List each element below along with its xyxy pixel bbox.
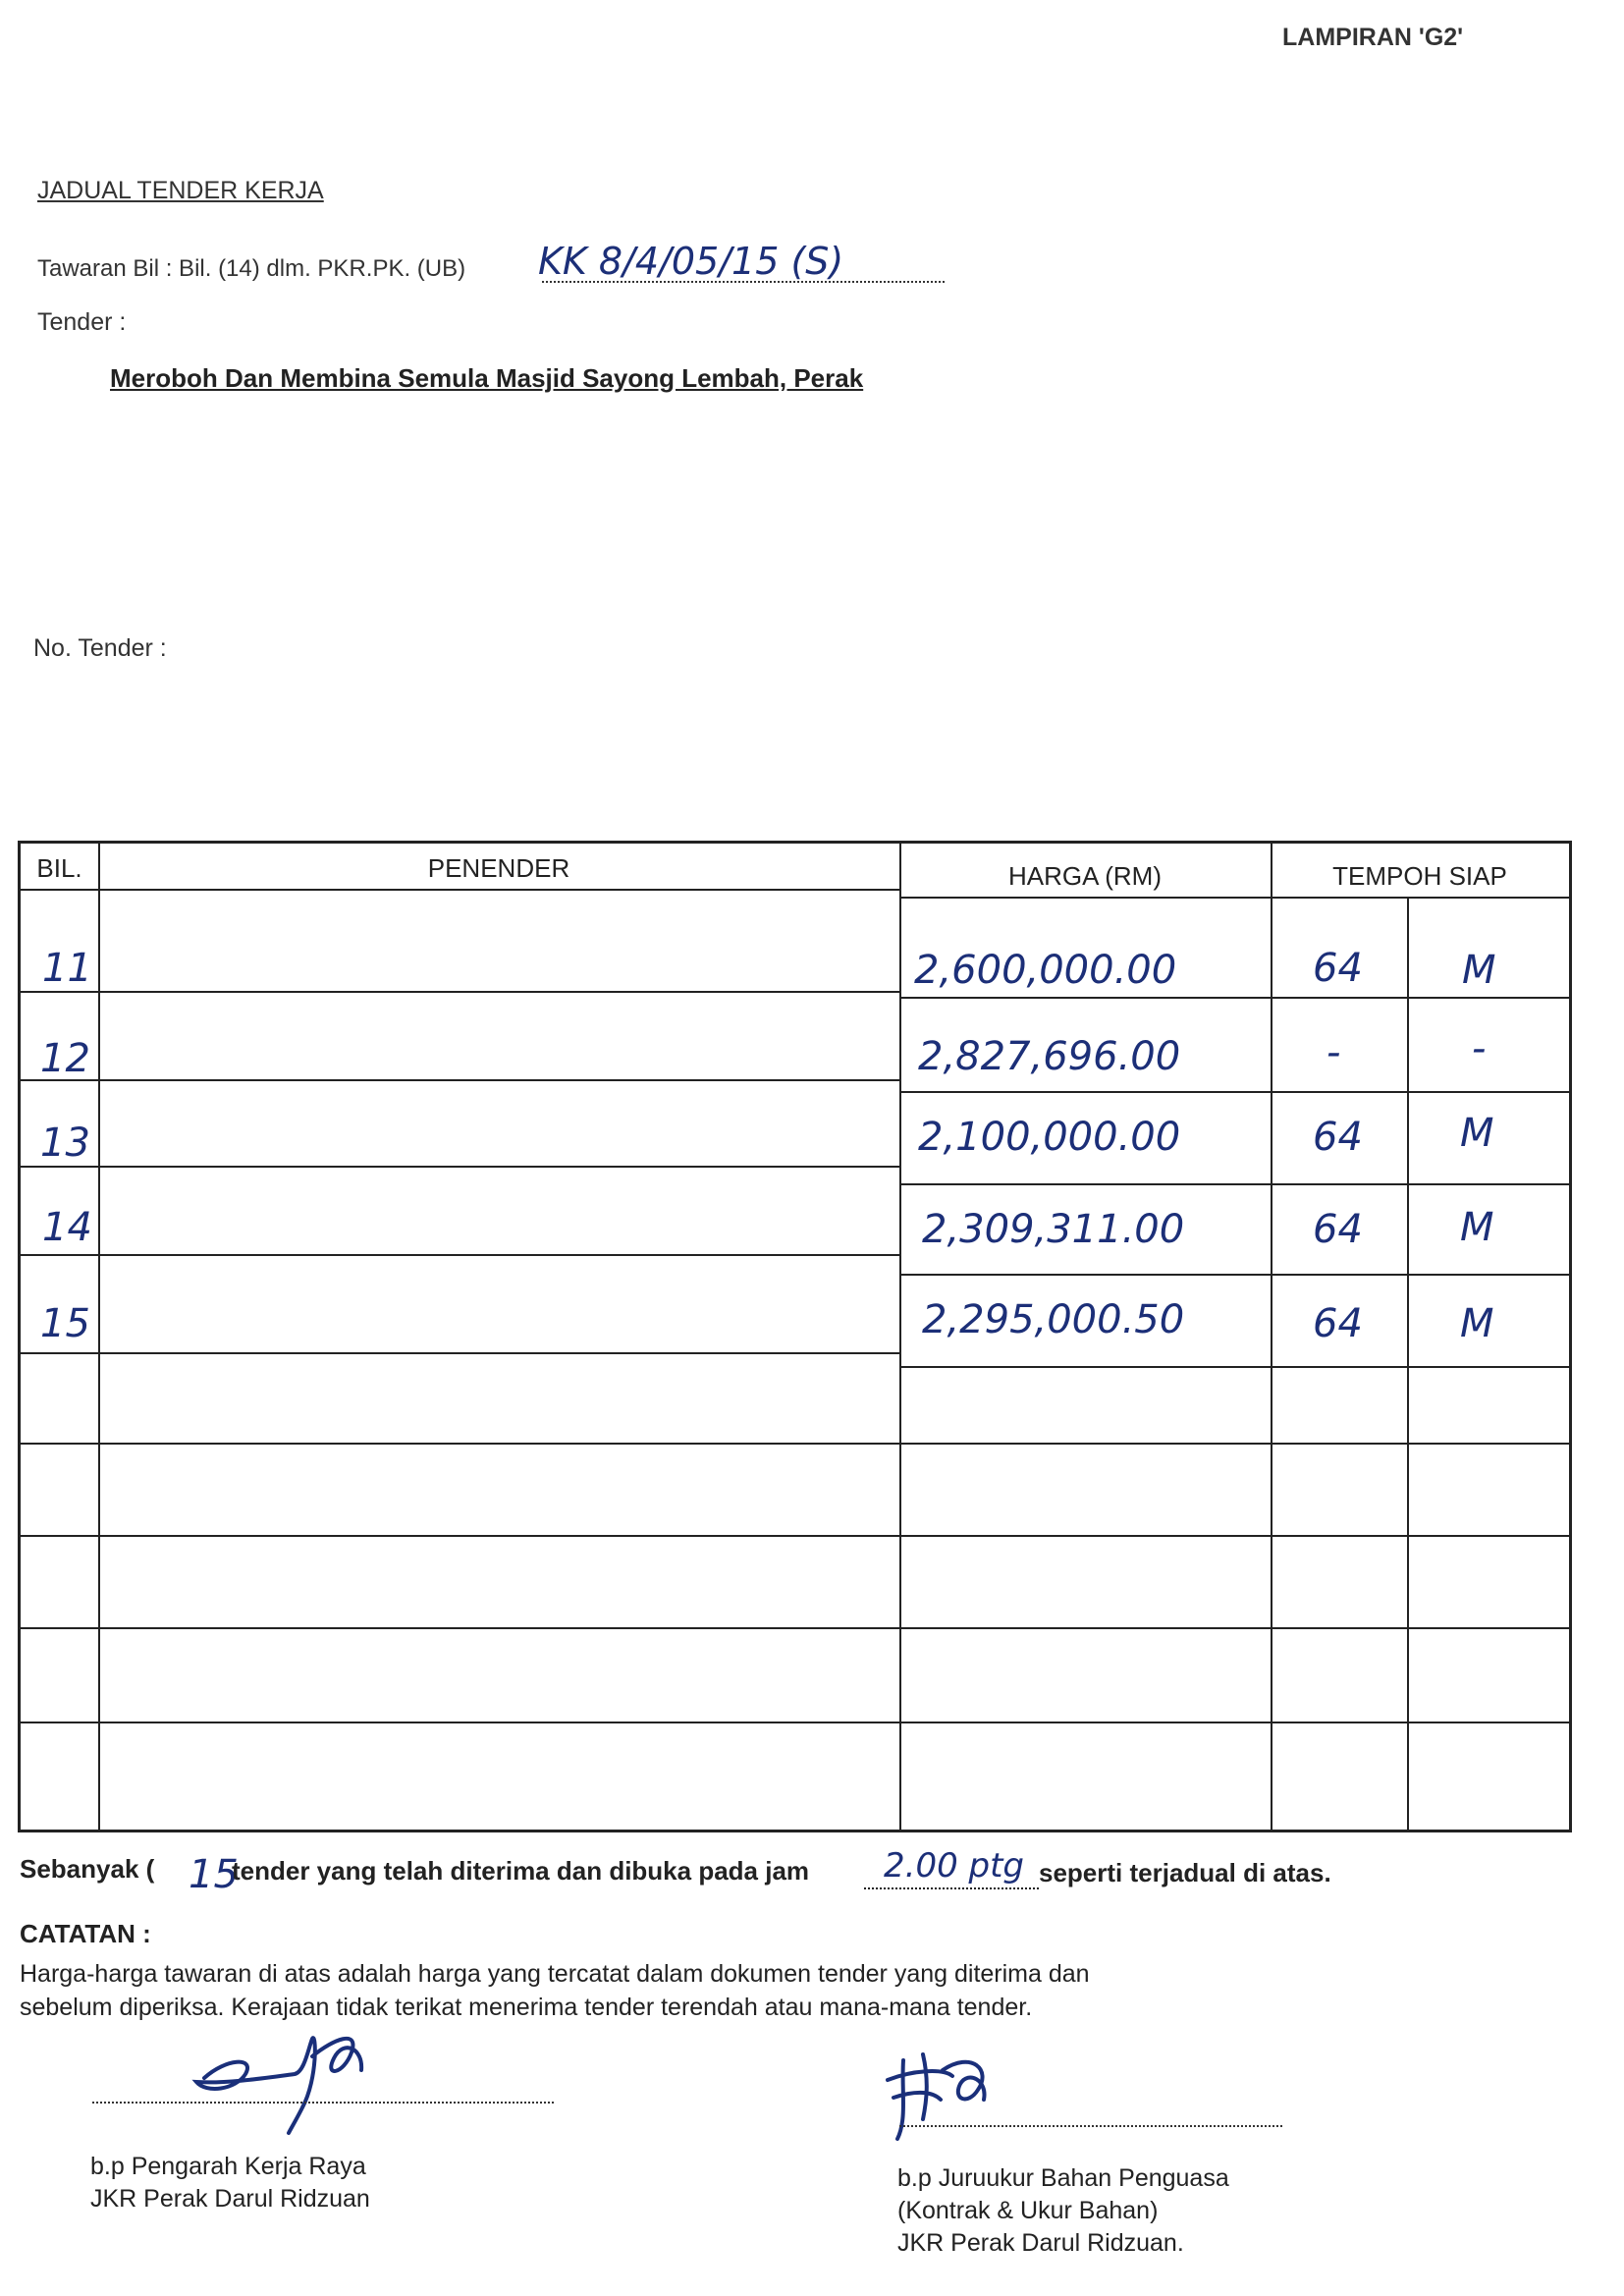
signature-right-line-2: (Kontrak & Ukur Bahan) — [897, 2197, 1159, 2224]
row-divider — [21, 1535, 1569, 1537]
row-harga: 2,100,000.00 — [918, 1115, 1181, 1160]
summary-time: 2.00 ptg — [884, 1846, 1025, 1886]
row-unit: - — [1472, 1026, 1487, 1071]
row-harga: 2,295,000.50 — [922, 1297, 1185, 1342]
header-penender: PENENDER — [427, 853, 570, 883]
header-bil: BIL. — [36, 853, 82, 883]
catatan-line-2: sebelum diperiksa. Kerajaan tidak terikat menerima tender terendah atau mana-mana tender. — [20, 1994, 1033, 2021]
project-title: Meroboh Dan Membina Semula Masjid Sayong Lembah, Perak — [110, 363, 864, 393]
row-divider — [21, 1722, 1569, 1723]
tender-table — [18, 841, 1572, 1832]
row-tempoh: 64 — [1313, 946, 1363, 991]
row-harga: 2,827,696.00 — [918, 1034, 1181, 1079]
signature-line-right — [899, 2125, 1282, 2127]
row-harga: 2,309,311.00 — [922, 1207, 1185, 1252]
signature-right-line-3: JKR Perak Darul Ridzuan. — [897, 2229, 1184, 2257]
col-divider-penender — [899, 844, 901, 1830]
row-tempoh: 64 — [1313, 1207, 1363, 1252]
row-unit: M — [1460, 1301, 1494, 1346]
row-divider — [21, 1443, 1569, 1445]
no-tender-label: No. Tender : — [33, 634, 167, 662]
col-divider-harga — [1271, 844, 1272, 1830]
row-unit: M — [1462, 948, 1496, 993]
row-bil: 14 — [42, 1205, 92, 1250]
summary-suffix: seperti terjadual di atas. — [1039, 1858, 1331, 1887]
summary-count: 15 — [189, 1852, 239, 1897]
signature-left-line-1: b.p Pengarah Kerja Raya — [90, 2153, 366, 2180]
row-bil: 12 — [40, 1036, 90, 1081]
row-unit: M — [1460, 1111, 1494, 1156]
signature-left — [187, 2009, 403, 2137]
signature-line-left — [92, 2102, 554, 2104]
signature-right — [884, 2041, 1011, 2149]
header-harga: HARGA (RM) — [1008, 861, 1162, 891]
signature-right-line-1: b.p Juruukur Bahan Penguasa — [897, 2164, 1229, 2192]
summary-middle: tender yang telah diterima dan dibuka pada jam — [232, 1856, 810, 1886]
catatan-line-1: Harga-harga tawaran di atas adalah harga yang tercatat dalam dokumen tender yang diterima dan — [20, 1960, 1090, 1988]
summary-prefix: Sebanyak ( — [20, 1854, 155, 1884]
page-title: JADUAL TENDER KERJA — [37, 177, 324, 204]
col-divider-tempoh — [1407, 897, 1409, 1830]
row-divider — [21, 1627, 1569, 1629]
row-bil: 11 — [42, 946, 92, 991]
row-tempoh: - — [1326, 1030, 1341, 1075]
tawaran-label: Tawaran Bil : Bil. (14) dlm. PKR.PK. (UB) — [37, 255, 466, 282]
lampiran-label: LAMPIRAN 'G2' — [1282, 24, 1464, 51]
tawaran-value: KK 8/4/05/15 (S) — [538, 240, 844, 283]
row-bil: 13 — [40, 1121, 90, 1166]
tender-label: Tender : — [37, 308, 127, 336]
row-harga: 2,600,000.00 — [914, 948, 1177, 993]
row-tempoh: 64 — [1313, 1115, 1363, 1160]
row-bil: 15 — [40, 1301, 90, 1346]
row-unit: M — [1460, 1205, 1494, 1250]
row-tempoh: 64 — [1313, 1301, 1363, 1346]
catatan-heading: CATATAN : — [20, 1919, 151, 1948]
header-tempoh: TEMPOH SIAP — [1332, 861, 1507, 891]
signature-left-line-2: JKR Perak Darul Ridzuan — [90, 2185, 370, 2213]
